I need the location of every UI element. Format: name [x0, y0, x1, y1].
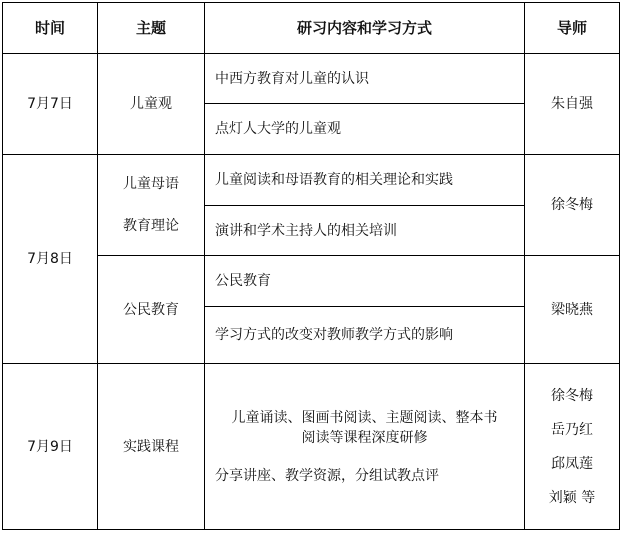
- mentor-cell-practice: [525, 364, 620, 530]
- table-row: [3, 155, 620, 206]
- content-cell: 演讲和学术主持人的相关培训: [205, 206, 525, 256]
- content-cell: 儿童阅读和母语教育的相关理论和实践: [205, 155, 525, 206]
- mentor-name: 徐冬梅: [551, 387, 593, 404]
- mentor-name: 岳乃红: [551, 421, 593, 438]
- header-topic: 主题: [98, 3, 205, 54]
- topic-cell-childhood-view: 儿童观: [98, 54, 205, 155]
- topic-cell-practice: 实践课程: [98, 364, 205, 530]
- topic-line: 教育理论: [123, 218, 179, 234]
- topic-cell-civic-education: 公民教育: [98, 256, 205, 364]
- header-time: 时间: [3, 3, 98, 54]
- mentor-cell: 徐冬梅: [525, 155, 620, 256]
- mentor-name: 刘颖 等: [548, 489, 596, 506]
- header-mentor: 导师: [525, 3, 620, 54]
- date-cell-8: 7月8日: [3, 155, 98, 364]
- content-cell: 公民教育: [205, 256, 525, 307]
- content-line: 分享讲座、教学资源，分组试教点评: [215, 467, 439, 484]
- content-cell-practice: [205, 364, 525, 530]
- mentor-list: [525, 389, 619, 505]
- date-cell-9: 7月9日: [3, 364, 98, 530]
- topic-line: 儿童母语: [123, 176, 179, 192]
- mentor-cell: 梁晓燕: [525, 256, 620, 364]
- topic-cell-mother-tongue: [98, 155, 205, 256]
- header-row: [3, 3, 620, 54]
- content-cell: 点灯人大学的儿童观: [205, 104, 525, 155]
- content-cell: 中西方教育对儿童的认识: [205, 54, 525, 104]
- schedule-table: [2, 2, 620, 530]
- mentor-cell: 朱自强: [525, 54, 620, 155]
- mentor-name: 邱凤莲: [551, 455, 593, 472]
- date-cell-7: 7月7日: [3, 54, 98, 155]
- header-content: 研习内容和学习方式: [205, 3, 525, 54]
- table-row: [3, 364, 620, 530]
- table-row: [3, 54, 620, 104]
- content-cell: 学习方式的改变对教师教学方式的影响: [205, 307, 525, 364]
- content-line: 儿童诵读、图画书阅读、主题阅读、整本书: [231, 409, 498, 426]
- content-line: 阅读等课程深度研修: [301, 429, 428, 446]
- topic-lines: [98, 177, 204, 233]
